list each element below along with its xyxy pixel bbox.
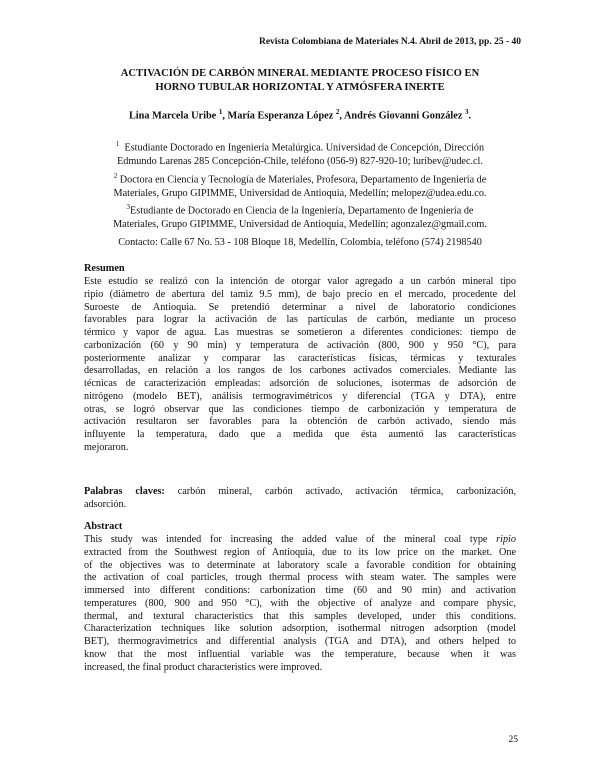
keywords-line — [84, 486, 516, 499]
affiliation-line — [70, 201, 530, 218]
affiliation-text: Estudiante Doctorado en Ingeniería Metalúrgica. Universidad de Concepción, Dirección — [124, 142, 485, 154]
abstract-italic-term: ripio — [496, 534, 516, 545]
paper-title — [70, 67, 530, 95]
abstract-line: the activation of coal particles, trough thermal process with steam water. The samples were — [84, 572, 516, 584]
affiliation-mark: 2 — [113, 171, 118, 180]
resumen-heading: Resumen — [84, 263, 125, 274]
affiliation-line: Materiales, Grupo GIPIMME, Universidad de Antioquia, Medellín; agonzalez@gmail.com. — [113, 219, 487, 231]
author-affiliation-mark: 1 — [218, 108, 223, 116]
author-name: Andrés Giovanni González — [343, 110, 465, 122]
affiliation-line — [70, 138, 530, 155]
resumen-line: nitrógeno (modelo BET), análisis termogravimétricos y diferencial (TGA y DTA), entre — [84, 390, 516, 402]
resumen-line: desarrolladas, en relación a los rangos de los carbones activados comerciales. Mediante las — [84, 365, 516, 377]
resumen-line: otras, se logró observar que las condiciones tiempo de carbonización y temperatura de — [84, 403, 516, 415]
affiliation-2 — [70, 170, 530, 201]
abstract-heading: Abstract — [84, 521, 123, 532]
resumen-line: ripio (diámetro de abertura del tamiz 9.5 mm), de bajo precio en el mercado, procedente del — [84, 288, 516, 300]
resumen-line: posteriormente analizar y comparar las características físicas, térmicas y texturales — [84, 352, 516, 364]
title-line: HORNO TUBULAR HORIZONTAL Y ATMÓSFERA INERTE — [155, 82, 445, 93]
resumen-line: técnicas de caracterización empleadas: adsorción de soluciones, isotermas de adsorción de — [84, 378, 516, 389]
resumen-line: influyente la temperatura, dado que a medida que ésta aumentó las características — [84, 429, 516, 440]
resumen-line: activación resultaron ser favorables para la obtención de carbón activado, siendo más — [84, 416, 516, 428]
affiliation-mark: 1 — [115, 140, 120, 148]
abstract-paragraph — [84, 534, 516, 674]
page-number: 25 — [508, 735, 518, 745]
abstract-line: Characterization techniques like solution adsorption, isothermal nitrogen adsorption (model — [84, 623, 516, 635]
author-affiliation-mark: 3 — [464, 108, 469, 116]
resumen-line: Este estudio se realizó con la intención de otorgar valor agregado a un carbón mineral tipo — [84, 276, 516, 287]
author-separator: , — [222, 110, 228, 122]
author-name: Lina Marcela Uribe — [128, 110, 219, 122]
author-separator: , — [339, 110, 344, 122]
affiliation-text: Doctora en Ciencia y Tecnología de Materiales, Profesora, Departamento de Ingeniería de — [119, 173, 487, 185]
author-name: María Esperanza López — [227, 110, 336, 122]
contact-line: Contacto: Calle 67 No. 53 - 108 Bloque 18, Medellín, Colombia, teléfono (574) 2198540 — [118, 237, 482, 248]
abstract-line: extracted from the Southwest region of Antioquia, due to its low price on the market. One — [84, 546, 516, 558]
abstract-line: know that the most influential variable was the temperature, because when it was — [84, 648, 516, 660]
abstract-line: increased, the final product characteristics were improved. — [84, 661, 323, 673]
abstract-line: BET), thermogravimetrics and differential analysis (TGA and DTA), and others helped to — [84, 636, 516, 647]
affiliation-text: Estudiante de Doctorado en Ciencia de la Ingeniería, Departamento de Ingeniería de — [130, 205, 474, 217]
abstract-line: temperatures (800, 900 and 950 °C), with the objective of analyze and compare physic, — [84, 597, 516, 609]
keywords-text: carbón mineral, carbón activado, activación térmica, carbonización, — [164, 486, 517, 497]
keywords-line: adsorción. — [84, 498, 127, 510]
affiliation-line: Materiales, Grupo GIPIMME, Universidad de Antioquia, Medellín; melopez@udea.edu.co. — [113, 187, 487, 199]
abstract-line: of the objectives was to determinate at laboratory scale a favorable condition for obtaining — [84, 559, 516, 571]
abstract-text: This study was intended for increasing the added value of the mineral coal type — [84, 534, 497, 545]
resumen-line: térmico y vapor de agua. Las muestras se sometieron a diferentes condiciones: tiempo de — [84, 327, 516, 338]
author-separator: . — [468, 110, 472, 122]
affiliation-line — [70, 170, 530, 187]
affiliation-line: Edmundo Larenas 285 Concepción-Chile, teléfono (056-9) 827-920-10; luribev@udec.cl. — [117, 155, 483, 167]
journal-header: Revista Colombiana de Materiales N.4. Abril de 2013, pp. 25 - 40 — [258, 37, 521, 47]
author-affiliation-mark: 2 — [335, 108, 340, 116]
resumen-paragraph — [84, 276, 516, 455]
abstract-line — [84, 534, 516, 547]
keywords-label: Palabras claves: — [84, 486, 165, 497]
abstract-line: thermal, and textural characteristics that this samples developed, under this conditions. — [84, 610, 516, 622]
resumen-line: mejoraron. — [84, 441, 129, 453]
resumen-line: favorables para lograr la activación de las partículas de carbón, mediante un proceso — [84, 314, 516, 326]
affiliation-3 — [70, 201, 530, 232]
affiliations — [70, 138, 530, 233]
affiliation-1 — [70, 138, 530, 169]
title-line: ACTIVACIÓN DE CARBÓN MINERAL MEDIANTE PROCESO FÍSICO EN — [120, 68, 480, 79]
abstract-line: immersed into different conditions: carbonization time (60 and 90 min) and activation — [84, 585, 516, 596]
keywords — [84, 486, 516, 512]
resumen-line: carbonización (60 y 90 min) y temperatura de activación (800, 900 y 950 °C), para — [84, 339, 516, 351]
affiliation-mark: 3 — [126, 203, 131, 212]
resumen-line: Suroeste de Antioquia. Se pretendió determinar a nivel de laboratorio condiciones — [84, 301, 516, 313]
author-list — [60, 108, 540, 121]
